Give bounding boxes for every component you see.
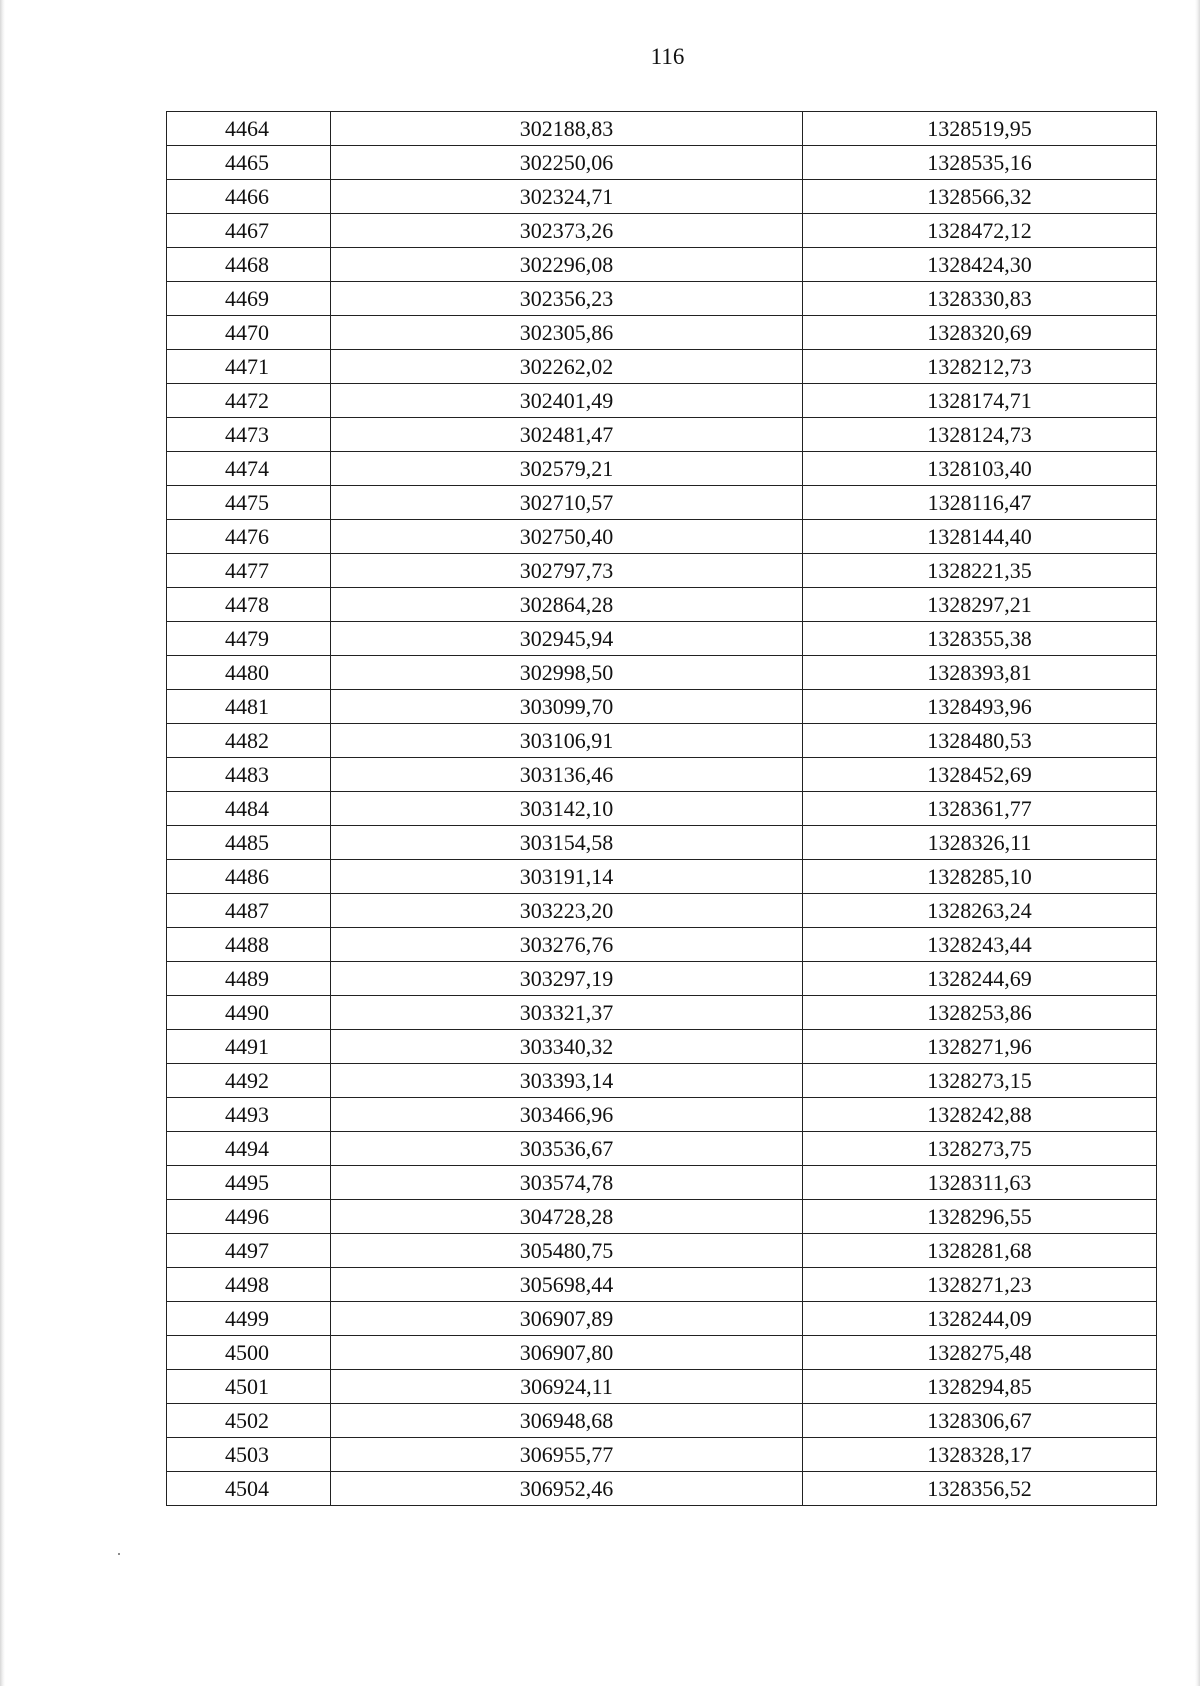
point-number-cell: 4498 [167, 1268, 331, 1302]
table-row [167, 214, 1157, 248]
table-row [167, 1064, 1157, 1098]
x-coordinate-cell: 303393,14 [331, 1064, 803, 1098]
table-row [167, 554, 1157, 588]
table-row [167, 452, 1157, 486]
y-coordinate-cell: 1328243,44 [803, 928, 1157, 962]
x-coordinate-cell: 302864,28 [331, 588, 803, 622]
x-coordinate-cell: 302710,57 [331, 486, 803, 520]
table-row [167, 792, 1157, 826]
table-row [167, 1268, 1157, 1302]
table-row [167, 248, 1157, 282]
table-row [167, 316, 1157, 350]
coordinates-table-body [167, 112, 1157, 1506]
y-coordinate-cell: 1328271,23 [803, 1268, 1157, 1302]
y-coordinate-cell: 1328535,16 [803, 146, 1157, 180]
point-number-cell: 4476 [167, 520, 331, 554]
point-number-cell: 4501 [167, 1370, 331, 1404]
x-coordinate-cell: 306948,68 [331, 1404, 803, 1438]
coordinates-table [166, 111, 1157, 1506]
x-coordinate-cell: 303340,32 [331, 1030, 803, 1064]
point-number-cell: 4494 [167, 1132, 331, 1166]
x-coordinate-cell: 303223,20 [331, 894, 803, 928]
x-coordinate-cell: 302324,71 [331, 180, 803, 214]
x-coordinate-cell: 303321,37 [331, 996, 803, 1030]
point-number-cell: 4492 [167, 1064, 331, 1098]
table-row [167, 1030, 1157, 1064]
point-number-cell: 4489 [167, 962, 331, 996]
point-number-cell: 4468 [167, 248, 331, 282]
point-number-cell: 4474 [167, 452, 331, 486]
table-row [167, 996, 1157, 1030]
point-number-cell: 4483 [167, 758, 331, 792]
y-coordinate-cell: 1328281,68 [803, 1234, 1157, 1268]
table-row [167, 860, 1157, 894]
point-number-cell: 4490 [167, 996, 331, 1030]
x-coordinate-cell: 303136,46 [331, 758, 803, 792]
point-number-cell: 4493 [167, 1098, 331, 1132]
table-row [167, 588, 1157, 622]
table-row [167, 894, 1157, 928]
x-coordinate-cell: 302945,94 [331, 622, 803, 656]
x-coordinate-cell: 302797,73 [331, 554, 803, 588]
point-number-cell: 4465 [167, 146, 331, 180]
table-row [167, 1336, 1157, 1370]
point-number-cell: 4478 [167, 588, 331, 622]
table-row [167, 1302, 1157, 1336]
point-number-cell: 4470 [167, 316, 331, 350]
y-coordinate-cell: 1328330,83 [803, 282, 1157, 316]
scan-left-edge [0, 0, 5, 1686]
y-coordinate-cell: 1328103,40 [803, 452, 1157, 486]
y-coordinate-cell: 1328124,73 [803, 418, 1157, 452]
x-coordinate-cell: 302356,23 [331, 282, 803, 316]
point-number-cell: 4473 [167, 418, 331, 452]
point-number-cell: 4481 [167, 690, 331, 724]
point-number-cell: 4491 [167, 1030, 331, 1064]
x-coordinate-cell: 303276,76 [331, 928, 803, 962]
scan-right-edge [1195, 0, 1200, 1686]
x-coordinate-cell: 303466,96 [331, 1098, 803, 1132]
y-coordinate-cell: 1328519,95 [803, 112, 1157, 146]
y-coordinate-cell: 1328116,47 [803, 486, 1157, 520]
y-coordinate-cell: 1328242,88 [803, 1098, 1157, 1132]
y-coordinate-cell: 1328356,52 [803, 1472, 1157, 1506]
table-row [167, 146, 1157, 180]
table-row [167, 1098, 1157, 1132]
x-coordinate-cell: 303106,91 [331, 724, 803, 758]
y-coordinate-cell: 1328174,71 [803, 384, 1157, 418]
y-coordinate-cell: 1328296,55 [803, 1200, 1157, 1234]
x-coordinate-cell: 302998,50 [331, 656, 803, 690]
y-coordinate-cell: 1328472,12 [803, 214, 1157, 248]
x-coordinate-cell: 305480,75 [331, 1234, 803, 1268]
y-coordinate-cell: 1328285,10 [803, 860, 1157, 894]
table-row [167, 384, 1157, 418]
x-coordinate-cell: 302188,83 [331, 112, 803, 146]
y-coordinate-cell: 1328273,75 [803, 1132, 1157, 1166]
point-number-cell: 4504 [167, 1472, 331, 1506]
point-number-cell: 4472 [167, 384, 331, 418]
x-coordinate-cell: 303154,58 [331, 826, 803, 860]
table-row [167, 520, 1157, 554]
table-row [167, 656, 1157, 690]
point-number-cell: 4502 [167, 1404, 331, 1438]
x-coordinate-cell: 303099,70 [331, 690, 803, 724]
y-coordinate-cell: 1328320,69 [803, 316, 1157, 350]
x-coordinate-cell: 306907,89 [331, 1302, 803, 1336]
table-row [167, 690, 1157, 724]
point-number-cell: 4480 [167, 656, 331, 690]
point-number-cell: 4469 [167, 282, 331, 316]
y-coordinate-cell: 1328297,21 [803, 588, 1157, 622]
table-row [167, 962, 1157, 996]
table-row [167, 1404, 1157, 1438]
x-coordinate-cell: 302401,49 [331, 384, 803, 418]
x-coordinate-cell: 302296,08 [331, 248, 803, 282]
y-coordinate-cell: 1328393,81 [803, 656, 1157, 690]
point-number-cell: 4503 [167, 1438, 331, 1472]
table-row [167, 350, 1157, 384]
y-coordinate-cell: 1328144,40 [803, 520, 1157, 554]
y-coordinate-cell: 1328271,96 [803, 1030, 1157, 1064]
point-number-cell: 4497 [167, 1234, 331, 1268]
y-coordinate-cell: 1328452,69 [803, 758, 1157, 792]
point-number-cell: 4495 [167, 1166, 331, 1200]
point-number-cell: 4488 [167, 928, 331, 962]
table-row [167, 622, 1157, 656]
x-coordinate-cell: 302262,02 [331, 350, 803, 384]
point-number-cell: 4482 [167, 724, 331, 758]
table-row [167, 1132, 1157, 1166]
point-number-cell: 4466 [167, 180, 331, 214]
x-coordinate-cell: 305698,44 [331, 1268, 803, 1302]
x-coordinate-cell: 306952,46 [331, 1472, 803, 1506]
point-number-cell: 4496 [167, 1200, 331, 1234]
y-coordinate-cell: 1328306,67 [803, 1404, 1157, 1438]
table-row [167, 1200, 1157, 1234]
y-coordinate-cell: 1328244,09 [803, 1302, 1157, 1336]
y-coordinate-cell: 1328361,77 [803, 792, 1157, 826]
point-number-cell: 4487 [167, 894, 331, 928]
y-coordinate-cell: 1328273,15 [803, 1064, 1157, 1098]
y-coordinate-cell: 1328212,73 [803, 350, 1157, 384]
y-coordinate-cell: 1328311,63 [803, 1166, 1157, 1200]
y-coordinate-cell: 1328326,11 [803, 826, 1157, 860]
x-coordinate-cell: 303536,67 [331, 1132, 803, 1166]
y-coordinate-cell: 1328244,69 [803, 962, 1157, 996]
y-coordinate-cell: 1328493,96 [803, 690, 1157, 724]
x-coordinate-cell: 302750,40 [331, 520, 803, 554]
x-coordinate-cell: 304728,28 [331, 1200, 803, 1234]
point-number-cell: 4477 [167, 554, 331, 588]
y-coordinate-cell: 1328328,17 [803, 1438, 1157, 1472]
x-coordinate-cell: 302579,21 [331, 452, 803, 486]
table-row [167, 418, 1157, 452]
x-coordinate-cell: 303142,10 [331, 792, 803, 826]
table-row [167, 112, 1157, 146]
table-row [167, 1472, 1157, 1506]
scan-speck [118, 1553, 120, 1555]
table-row [167, 282, 1157, 316]
table-row [167, 724, 1157, 758]
table-row [167, 180, 1157, 214]
x-coordinate-cell: 306955,77 [331, 1438, 803, 1472]
table-row [167, 486, 1157, 520]
table-row [167, 1234, 1157, 1268]
table-row [167, 1370, 1157, 1404]
point-number-cell: 4464 [167, 112, 331, 146]
y-coordinate-cell: 1328566,32 [803, 180, 1157, 214]
point-number-cell: 4500 [167, 1336, 331, 1370]
y-coordinate-cell: 1328263,24 [803, 894, 1157, 928]
y-coordinate-cell: 1328424,30 [803, 248, 1157, 282]
point-number-cell: 4479 [167, 622, 331, 656]
x-coordinate-cell: 306924,11 [331, 1370, 803, 1404]
page-number: 116 [650, 44, 685, 69]
x-coordinate-cell: 303191,14 [331, 860, 803, 894]
y-coordinate-cell: 1328294,85 [803, 1370, 1157, 1404]
table-row [167, 1166, 1157, 1200]
point-number-cell: 4485 [167, 826, 331, 860]
x-coordinate-cell: 303297,19 [331, 962, 803, 996]
x-coordinate-cell: 302250,06 [331, 146, 803, 180]
point-number-cell: 4471 [167, 350, 331, 384]
table-row [167, 1438, 1157, 1472]
y-coordinate-cell: 1328275,48 [803, 1336, 1157, 1370]
point-number-cell: 4486 [167, 860, 331, 894]
y-coordinate-cell: 1328253,86 [803, 996, 1157, 1030]
table-row [167, 826, 1157, 860]
point-number-cell: 4484 [167, 792, 331, 826]
point-number-cell: 4467 [167, 214, 331, 248]
y-coordinate-cell: 1328355,38 [803, 622, 1157, 656]
point-number-cell: 4475 [167, 486, 331, 520]
y-coordinate-cell: 1328221,35 [803, 554, 1157, 588]
table-row [167, 758, 1157, 792]
x-coordinate-cell: 302481,47 [331, 418, 803, 452]
x-coordinate-cell: 306907,80 [331, 1336, 803, 1370]
y-coordinate-cell: 1328480,53 [803, 724, 1157, 758]
x-coordinate-cell: 303574,78 [331, 1166, 803, 1200]
x-coordinate-cell: 302373,26 [331, 214, 803, 248]
point-number-cell: 4499 [167, 1302, 331, 1336]
table-row [167, 928, 1157, 962]
x-coordinate-cell: 302305,86 [331, 316, 803, 350]
